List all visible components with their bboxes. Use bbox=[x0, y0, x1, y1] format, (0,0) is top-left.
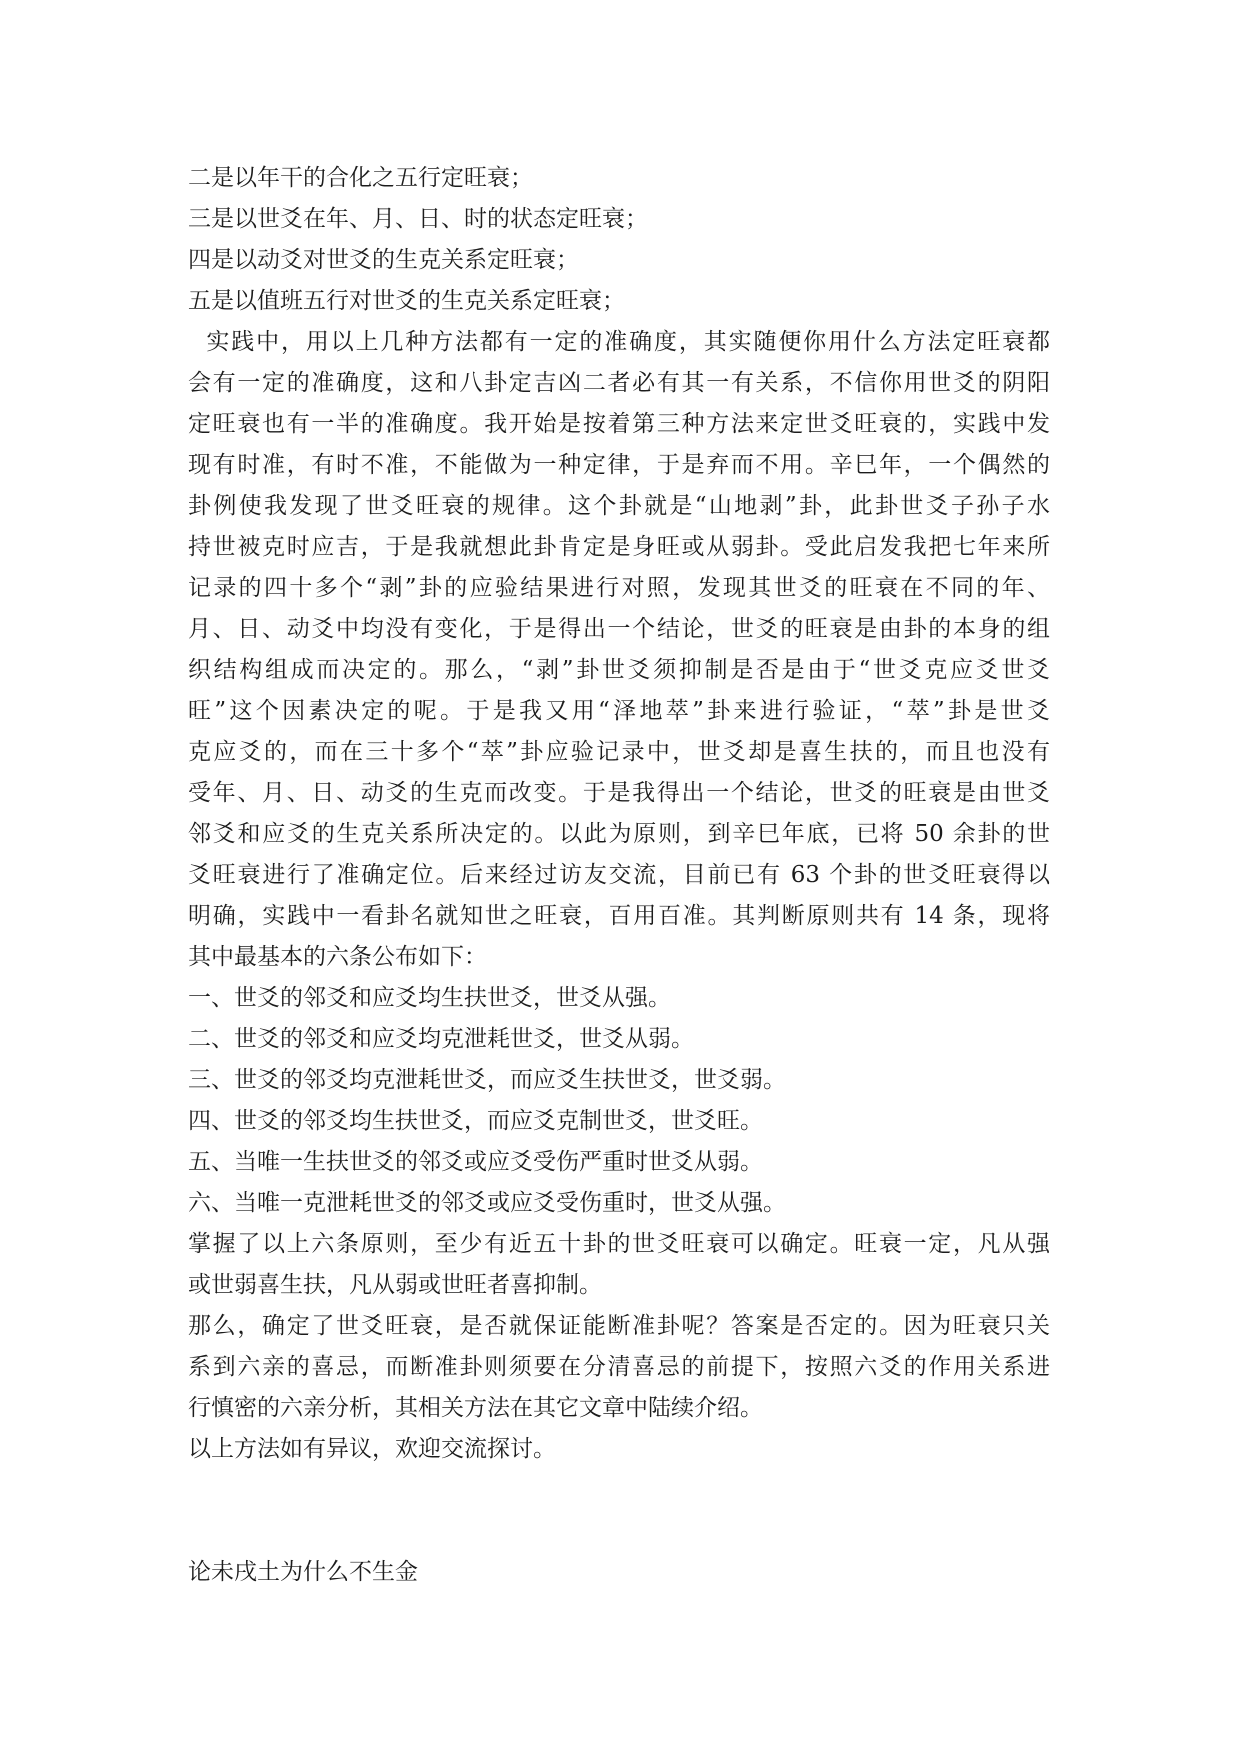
rule-list bbox=[188, 978, 1050, 1224]
rule-item: 二、世爻的邻爻和应爻均克泄耗世爻，世爻从弱。 bbox=[188, 1026, 694, 1052]
paragraph-line: 会有一定的准确度，这和八卦定吉凶二者必有其一有关系，不信你用世爻的阴阳 bbox=[188, 370, 1050, 396]
paragraph-line: 定旺衰也有一半的准确度。我开始是按着第三种方法来定世爻旺衰的，实践中发 bbox=[188, 411, 1050, 437]
rule-item: 六、当唯一克泄耗世爻的邻爻或应爻受伤重时，世爻从强。 bbox=[188, 1190, 786, 1216]
next-article-title: 论未戌土为什么不生金 bbox=[188, 1559, 418, 1585]
conclusion-paragraph bbox=[188, 1224, 1050, 1306]
rule-item: 五、当唯一生扶世爻的邻爻或应爻受伤严重时世爻从弱。 bbox=[188, 1149, 763, 1175]
method-item: 三是以世爻在年、月、日、时的状态定旺衰； bbox=[188, 206, 648, 232]
paragraph-line: 系到六亲的喜忌，而断准卦则须要在分清喜忌的前提下，按照六爻的作用关系进 bbox=[188, 1354, 1050, 1380]
paragraph-line: 记录的四十多个“剥”卦的应验结果进行对照，发现其世爻的旺衰在不同的年、 bbox=[188, 575, 1050, 601]
paragraph-line: 爻旺衰进行了准确定位。后来经过访友交流，目前已有 63 个卦的世爻旺衰得以 bbox=[188, 862, 1050, 888]
paragraph-line: 或世弱喜生扶，凡从弱或世旺者喜抑制。 bbox=[188, 1272, 602, 1298]
method-item: 二是以年干的合化之五行定旺衰； bbox=[188, 165, 533, 191]
paragraph-line: 邻爻和应爻的生克关系所决定的。以此为原则，到辛巳年底，已将 50 余卦的世 bbox=[188, 821, 1050, 847]
paragraph-line: 受年、月、日、动爻的生克而改变。于是我得出一个结论，世爻的旺衰是由世爻 bbox=[188, 780, 1050, 806]
rule-item: 一、世爻的邻爻和应爻均生扶世爻，世爻从强。 bbox=[188, 985, 671, 1011]
spacer bbox=[188, 1511, 1050, 1552]
paragraph-line: 行慎密的六亲分析，其相关方法在其它文章中陆续介绍。 bbox=[188, 1395, 763, 1421]
paragraph-line: 实践中，用以上几种方法都有一定的准确度，其实随便你用什么方法定旺衰都 bbox=[188, 329, 1050, 355]
question-paragraph bbox=[188, 1306, 1050, 1429]
paragraph-line: 持世被克时应吉，于是我就想此卦肯定是身旺或从弱卦。受此启发我把七年来所 bbox=[188, 534, 1050, 560]
paragraph-line: 明确，实践中一看卦名就知世之旺衰，百用百准。其判断原则共有 14 条，现将 bbox=[188, 903, 1050, 929]
paragraph-line: 月、日、动爻中均没有变化，于是得出一个结论，世爻的旺衰是由卦的本身的组 bbox=[188, 616, 1050, 642]
paragraph-line: 织结构组成而决定的。那么，“剥”卦世爻须抑制是否是由于“世爻克应爻世爻 bbox=[188, 657, 1050, 683]
spacer bbox=[188, 1470, 1050, 1511]
method-item: 四是以动爻对世爻的生克关系定旺衰； bbox=[188, 247, 579, 273]
paragraph-line: 现有时准，有时不准，不能做为一种定律，于是弃而不用。辛巳年，一个偶然的 bbox=[188, 452, 1050, 478]
paragraph-line: 其中最基本的六条公布如下： bbox=[188, 944, 487, 970]
main-paragraph bbox=[188, 322, 1050, 978]
paragraph-line: 掌握了以上六条原则，至少有近五十卦的世爻旺衰可以确定。旺衰一定，凡从强 bbox=[188, 1231, 1050, 1257]
method-list bbox=[188, 158, 1050, 322]
paragraph-line: 卦例使我发现了世爻旺衰的规律。这个卦就是“山地剥”卦，此卦世爻子孙子水 bbox=[188, 493, 1050, 519]
rule-item: 四、世爻的邻爻均生扶世爻，而应爻克制世爻，世爻旺。 bbox=[188, 1108, 763, 1134]
closing-line: 以上方法如有异议，欢迎交流探讨。 bbox=[188, 1436, 556, 1462]
paragraph-line: 克应爻的，而在三十多个“萃”卦应验记录中，世爻却是喜生扶的，而且也没有 bbox=[188, 739, 1050, 765]
rule-item: 三、世爻的邻爻均克泄耗世爻，而应爻生扶世爻，世爻弱。 bbox=[188, 1067, 786, 1093]
paragraph-line: 旺”这个因素决定的呢。于是我又用“泽地萃”卦来进行验证，“萃”卦是世爻 bbox=[188, 698, 1050, 724]
method-item: 五是以值班五行对世爻的生克关系定旺衰； bbox=[188, 288, 625, 314]
document-page bbox=[188, 158, 1050, 1593]
paragraph-line: 那么，确定了世爻旺衰，是否就保证能断准卦呢？答案是否定的。因为旺衰只关 bbox=[188, 1313, 1050, 1339]
